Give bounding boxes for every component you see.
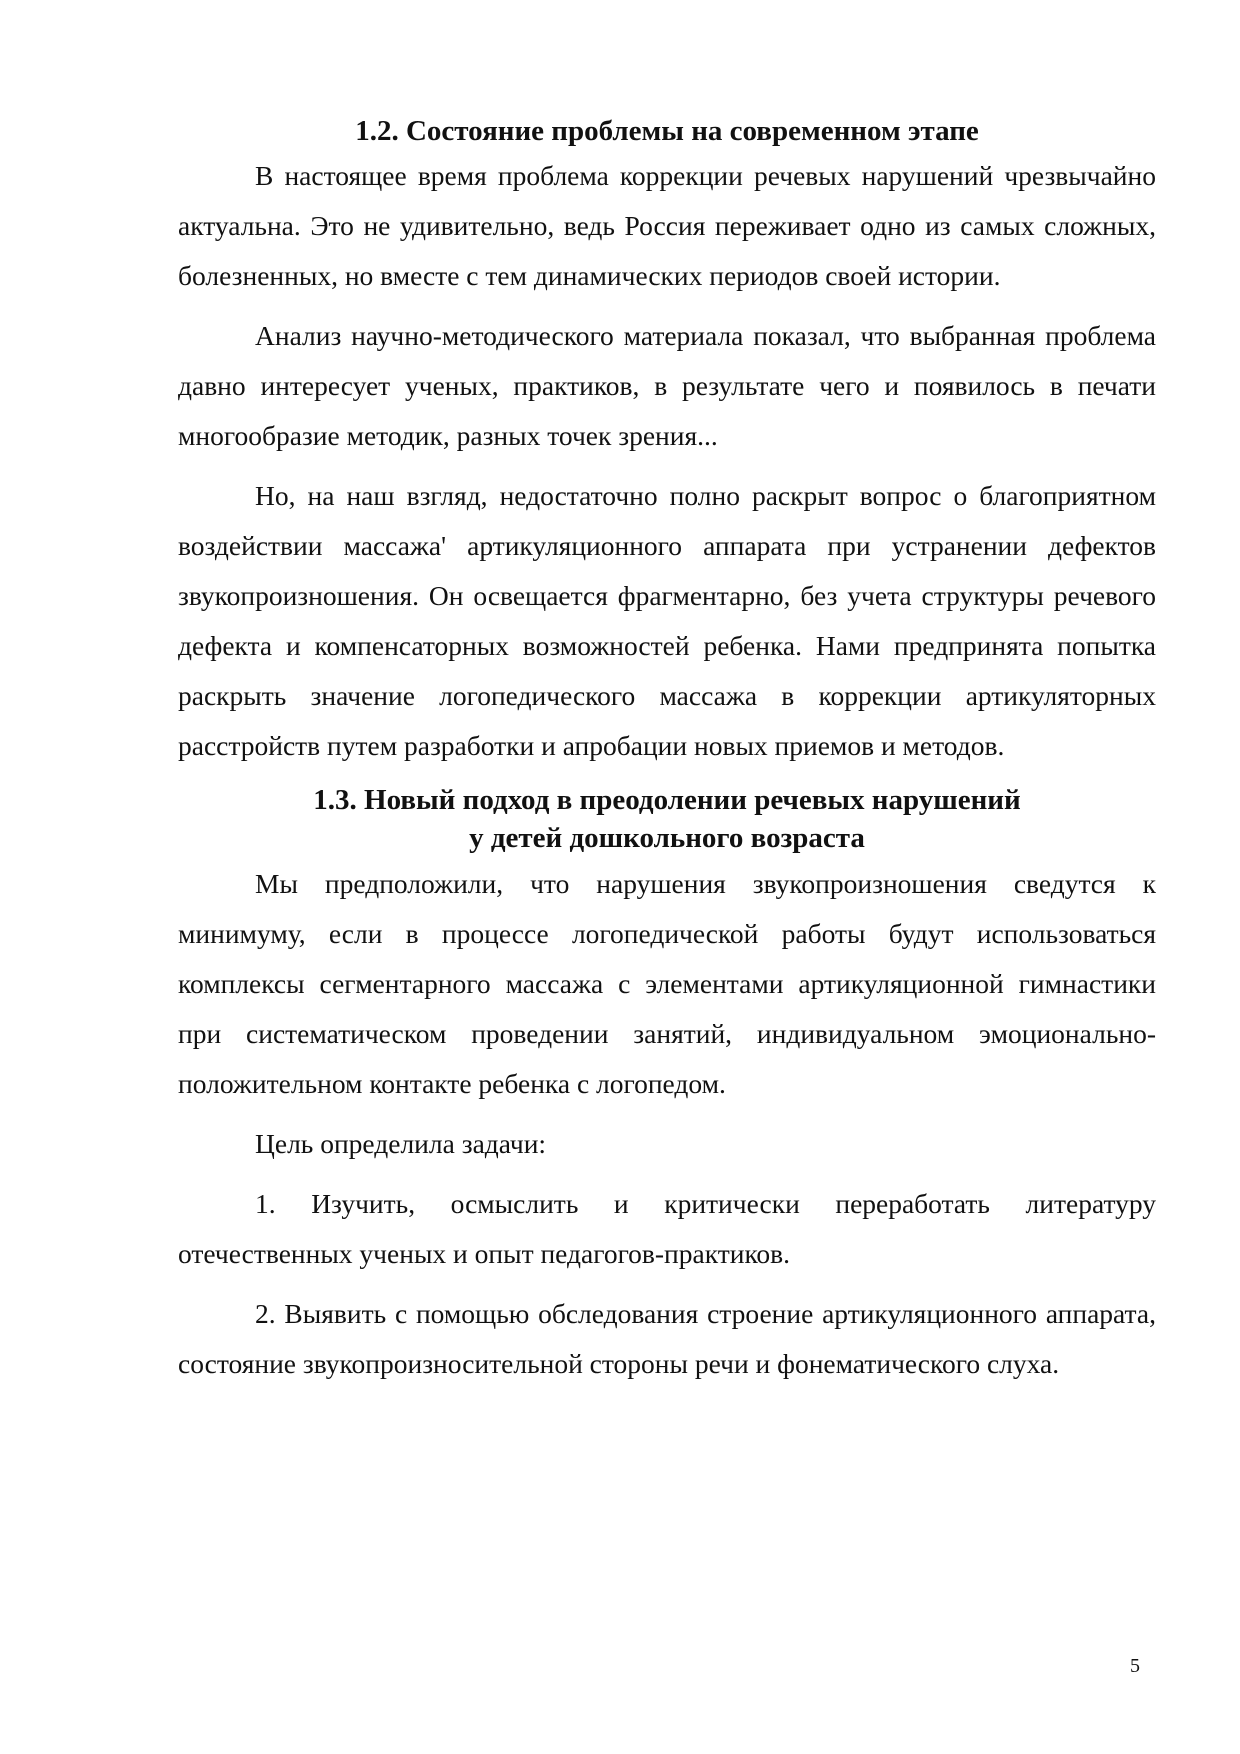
paragraph: Но, на наш взгляд, недостаточно полно раскрыт вопрос о благоприятном воздействии массажа' артикуляционного аппарата при устранении дефектов звукопроизношения. Он освещается фрагментарно, без учета структуры речевого дефекта и компенсаторных возможностей ребенка. Нами предпринята попытка раскрыть значение логопедического массажа в коррекции артикуляторных расстройств путем разработки и апробации новых приемов и методов.	[178, 480, 1156, 761]
paragraph: Мы предположили, что нарушения звукопроизношения сведутся к минимуму, если в процессе логопедической работы будут использоваться комплексы сегментарного массажа с элементами артикуляционной гимнастики при систематическом проведении занятий, индивидуальном эмоционально-положительном контакте ребенка с логопедом.	[178, 868, 1156, 1099]
heading-line: у детей дошкольного возраста	[469, 822, 865, 854]
section-1-2-heading: 1.2. Состояние проблемы на современном этапе	[355, 115, 979, 147]
paragraph: 1. Изучить, осмыслить и критически переработать литературу отечественных ученых и опыт педагогов-практиков.	[178, 1188, 1156, 1269]
paragraph: Цель определила задачи:	[255, 1128, 547, 1159]
document-page	[178, 112, 1156, 1399]
paragraph: В настоящее время проблема коррекции речевых нарушений чрезвычайно актуальна. Это не удивительно, ведь Россия переживает одно из самых сложных, болезненных, но вместе с тем динамических периодов своей истории.	[178, 160, 1156, 291]
section-1-3-heading	[178, 781, 1156, 857]
heading-line: 1.3. Новый подход в преодолении речевых нарушений	[313, 784, 1021, 816]
paragraph: 2. Выявить с помощью обследования строение артикуляционного аппарата, состояние звукопроизносительной стороны речи и фонематического слуха.	[178, 1298, 1156, 1379]
paragraph: Анализ научно-методического материала показал, что выбранная проблема давно интересует ученых, практиков, в результате чего и появилось в печати многообразие методик, разных точек зрения...	[178, 320, 1156, 451]
page-number: 5	[1130, 1655, 1140, 1677]
